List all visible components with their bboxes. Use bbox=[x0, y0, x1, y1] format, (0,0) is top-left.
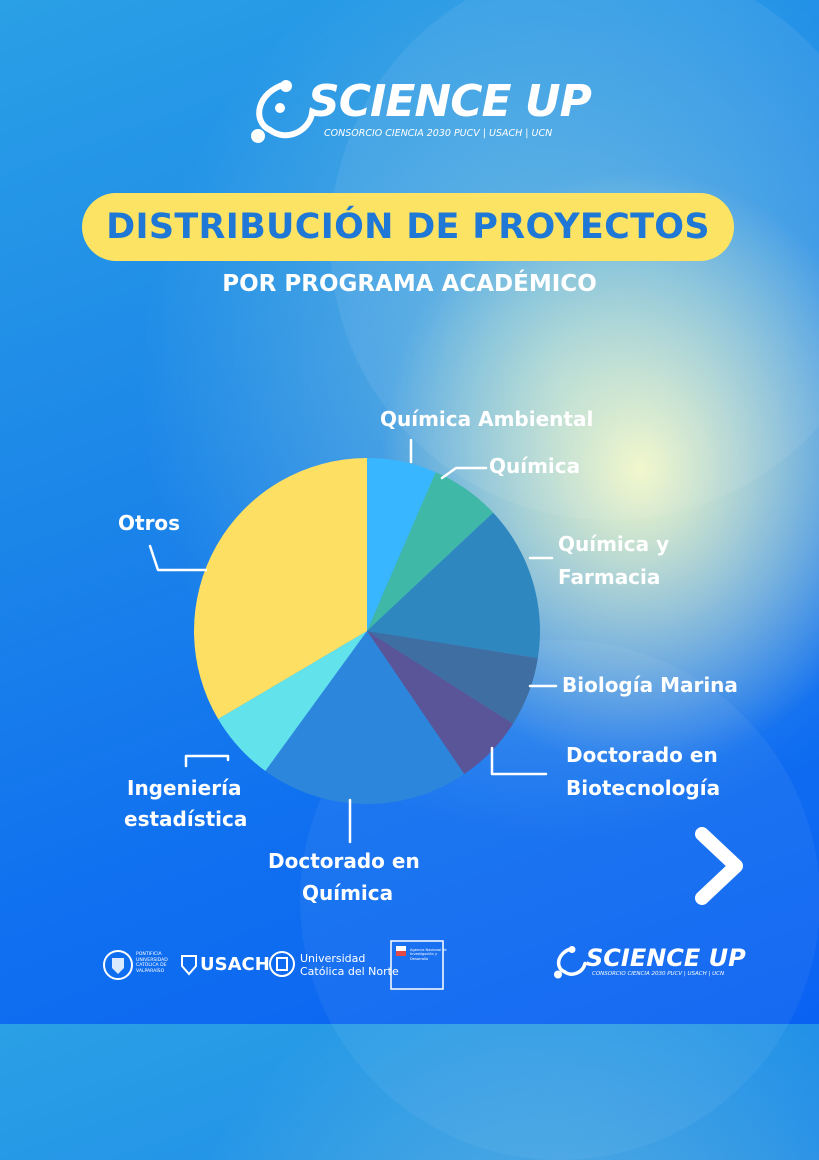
science-up-logo-small bbox=[552, 944, 746, 984]
pucv-name: PONTIFICIA UNIVERSIDAD CATÓLICA DE VALPARAÍSO bbox=[136, 952, 168, 974]
leader-biotec bbox=[492, 748, 546, 774]
brand-name: SCIENCE UP bbox=[308, 76, 591, 127]
label-quimica-farmacia-2: Farmacia bbox=[558, 565, 661, 589]
partner-logos bbox=[100, 940, 480, 990]
leader-quimica bbox=[442, 468, 486, 478]
label-quimica-ambiental: Química Ambiental bbox=[380, 407, 594, 431]
label-ingenieria-1: Ingeniería bbox=[127, 776, 242, 800]
label-biotecnologia-1: Doctorado en bbox=[566, 743, 718, 767]
label-biotecnologia-2: Biotecnología bbox=[566, 776, 721, 800]
label-doctorado-quimica-2: Química bbox=[302, 881, 394, 905]
label-ingenieria-2: estadística bbox=[124, 807, 248, 831]
leader-ing bbox=[186, 756, 228, 766]
page-title: DISTRIBUCIÓN DE PROYECTOS bbox=[106, 207, 710, 247]
brand-name-small: SCIENCE UP bbox=[586, 944, 746, 972]
label-doctorado-quimica-1: Doctorado en bbox=[268, 849, 420, 873]
next-chevron-icon[interactable] bbox=[688, 824, 752, 908]
page-subtitle: POR PROGRAMA ACADÉMICO bbox=[222, 271, 597, 297]
ucn-name-2: Católica del Norte bbox=[300, 965, 399, 978]
brand-tagline-small: CONSORCIO CIENCIA 2030 PUCV | USACH | UCN bbox=[592, 971, 725, 977]
label-quimica-farmacia-1: Química y bbox=[558, 532, 670, 556]
leader-otros bbox=[150, 546, 206, 570]
science-up-atom-icon-small bbox=[552, 944, 588, 982]
anid-name: Agencia Nacional de Investigación y Desarrollo bbox=[410, 948, 447, 961]
brand-tagline: CONSORCIO CIENCIA 2030 PUCV | USACH | UCN bbox=[324, 128, 553, 139]
pucv-crest-icon bbox=[102, 948, 134, 982]
label-quimica: Química bbox=[489, 454, 581, 478]
ucn-crest-icon bbox=[268, 950, 296, 978]
ucn-name-1: Universidad bbox=[300, 952, 366, 965]
usach-crest-icon bbox=[180, 954, 198, 976]
label-otros: Otros bbox=[118, 511, 181, 535]
label-biologia-marina: Biología Marina bbox=[562, 673, 738, 697]
usach-name: USACH bbox=[200, 954, 270, 975]
